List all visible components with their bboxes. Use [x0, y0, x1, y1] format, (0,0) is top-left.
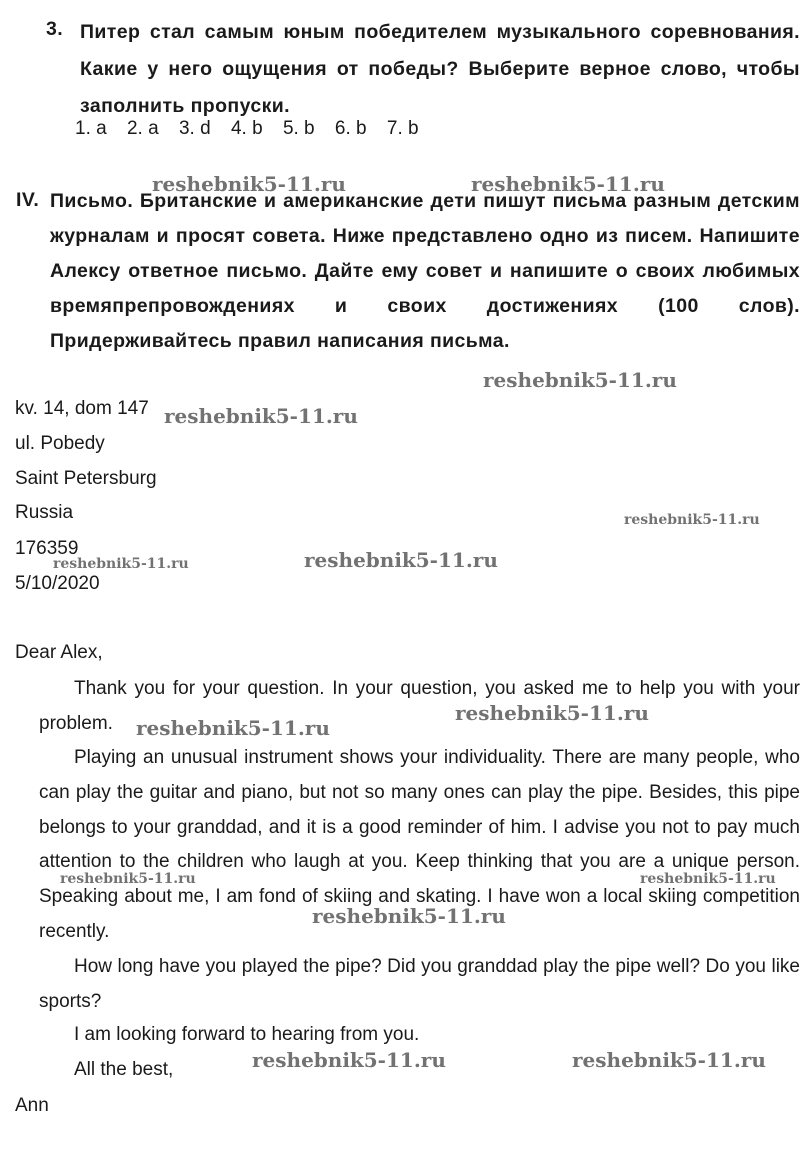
watermark: reshebnik5-11.ru — [312, 904, 506, 928]
answer-1: 1. a — [75, 118, 107, 139]
address-line-1: kv. 14, dom 147 — [15, 398, 149, 419]
watermark: reshebnik5-11.ru — [60, 871, 196, 887]
watermark: reshebnik5-11.ru — [152, 172, 346, 196]
watermark: reshebnik5-11.ru — [483, 368, 677, 392]
section-4-text — [50, 184, 800, 359]
letter-date: 5/10/2020 — [15, 573, 100, 594]
watermark: reshebnik5-11.ru — [136, 716, 330, 740]
answer-3: 3. d — [178, 118, 211, 139]
section-4-instructions-end: Придерживайтесь правил написания письма. — [50, 330, 510, 352]
answer-4: 4. b — [230, 118, 263, 139]
address-line-4: Russia — [15, 502, 74, 523]
watermark: reshebnik5-11.ru — [640, 871, 776, 887]
letter-paragraph-4: I am looking forward to hearing from you. — [74, 1024, 420, 1045]
address-line-3: Saint Petersburg — [15, 468, 157, 489]
address-line-2: ul. Pobedy — [15, 433, 105, 454]
watermark: reshebnik5-11.ru — [304, 548, 498, 572]
watermark: reshebnik5-11.ru — [624, 512, 760, 528]
letter-signature: Ann — [15, 1095, 49, 1116]
letter-closing: All the best, — [74, 1059, 174, 1080]
letter-paragraph-3: How long have you played the pipe? Did you granddad play the pipe well? Do you like sports? — [39, 956, 800, 1012]
answer-2: 2. a — [126, 118, 159, 139]
answer-7: 7. b — [386, 118, 419, 139]
task-3-number: 3. — [46, 18, 64, 40]
watermark: reshebnik5-11.ru — [252, 1048, 446, 1072]
letter-paragraph-2: Playing an unusual instrument shows your individuality. There are many people, who can play the guitar and piano, but not so many ones can play the pipe. Besides, this pipe belongs to your granddad, and it is a good reminder of him. I advise you not to pay much attention to the children who laugh at you. Keep thinking that you are a unique person. Speaking about me, I am fond of skiing and skating. I have won a local skiing competition recently. — [39, 747, 800, 942]
letter-paragraph-1: Thank you for your question. In your question, you asked me to help you with your problem. — [39, 678, 800, 734]
task-3-answers — [75, 118, 434, 140]
watermark: reshebnik5-11.ru — [53, 556, 189, 572]
watermark: reshebnik5-11.ru — [164, 404, 358, 428]
section-4-instructions: Письмо. Британские и американские дети пишут письма разным детским журналам и просят совета. Ниже представлено одно из писем. Напишите Алексу ответное письмо. Дайте ему совет и напишите о своих любимых времяпрепровождениях и своих достижениях (100 слов). — [50, 190, 800, 317]
section-4-number: IV. — [16, 189, 40, 211]
answer-5: 5. b — [282, 118, 315, 139]
letter-greeting: Dear Alex, — [15, 642, 103, 663]
answer-6: 6. b — [334, 118, 367, 139]
address-postcode: 176359 — [15, 538, 79, 559]
watermark: reshebnik5-11.ru — [455, 701, 649, 725]
task-3-text: Питер стал самым юным победителем музыкального соревнования. Какие у него ощущения от победы? Выберите верное слово, чтобы заполнить пропуски. — [80, 21, 800, 117]
watermark: reshebnik5-11.ru — [572, 1048, 766, 1072]
watermark: reshebnik5-11.ru — [471, 172, 665, 196]
